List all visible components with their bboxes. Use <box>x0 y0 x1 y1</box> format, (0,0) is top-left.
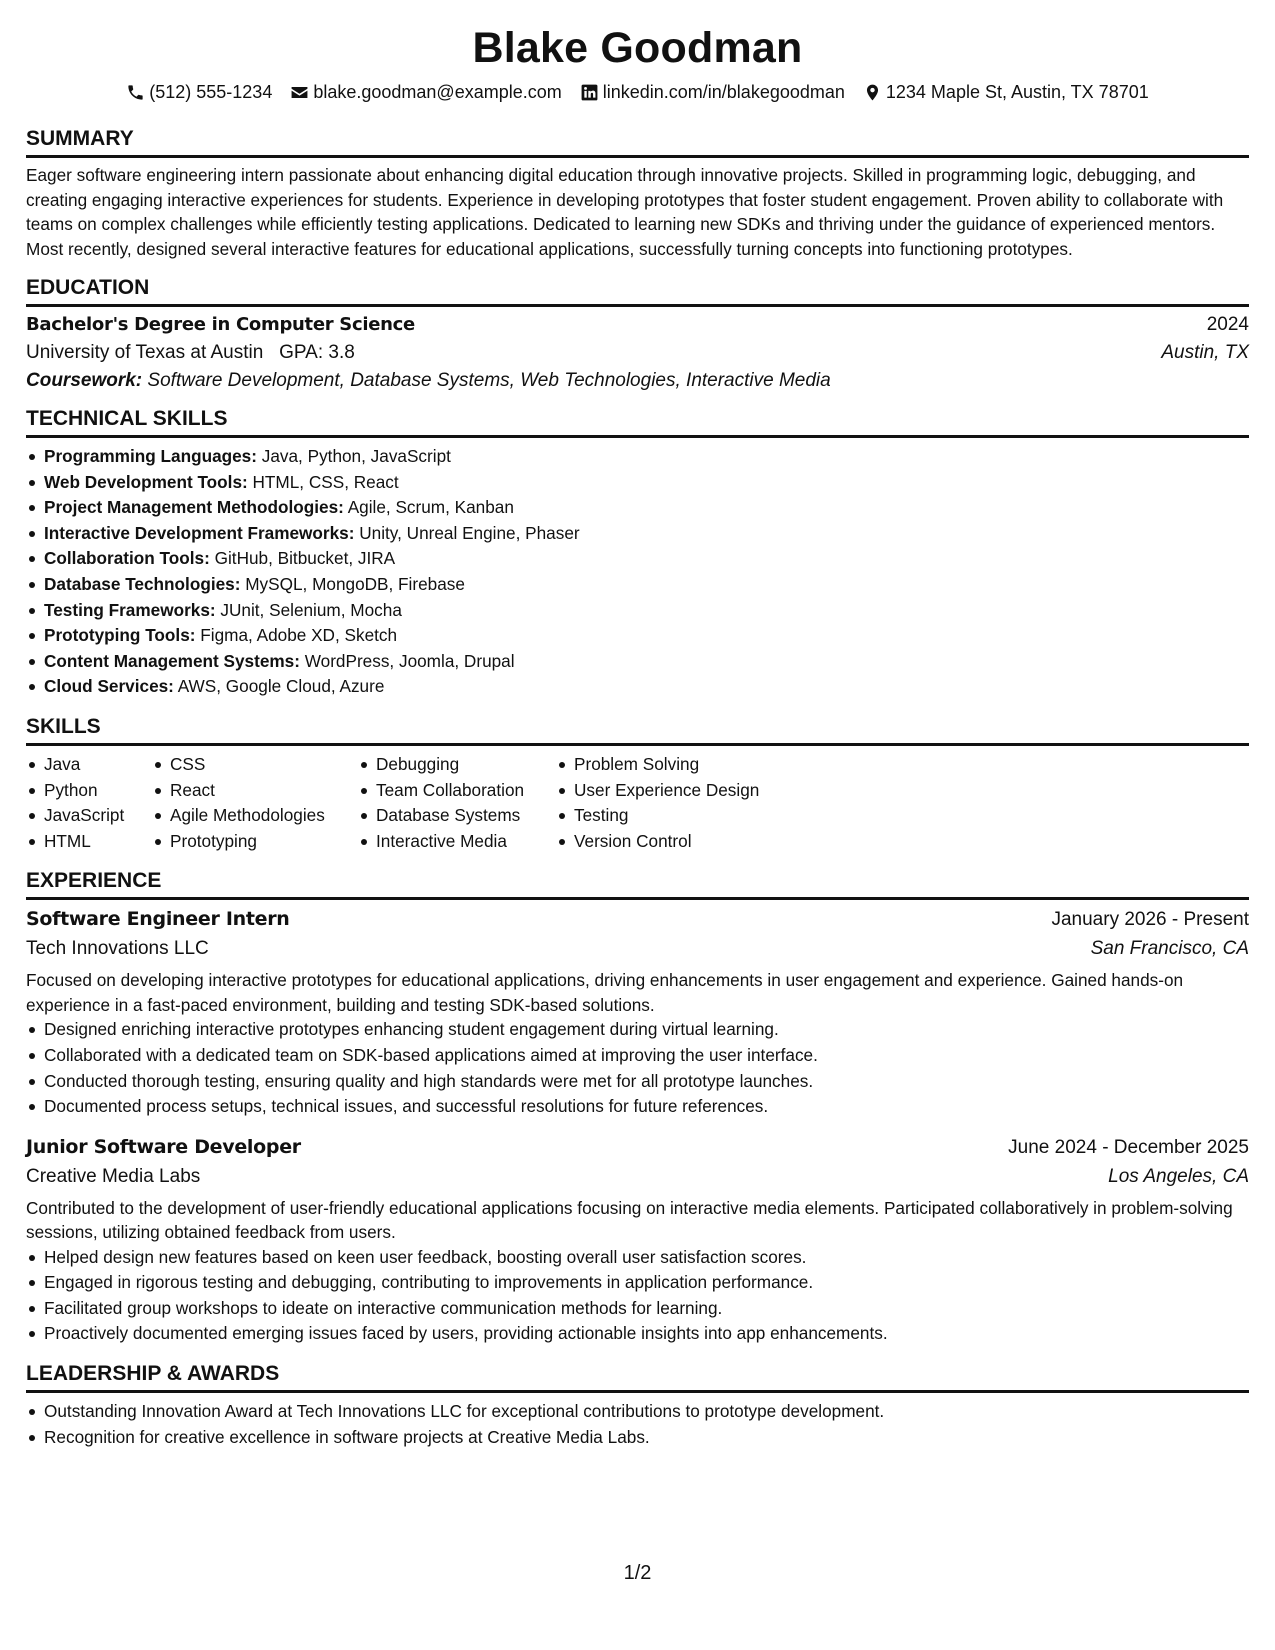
list-item <box>44 546 1249 572</box>
job-description: Contributed to the development of user-friendly educational applications focusing on interactive media elements. Participated collaboratively in problem-solving sessions, utilizing obtained feedback from users. <box>26 1197 1233 1243</box>
skill-item: Testing <box>574 803 804 829</box>
job-title: Junior Software Developer <box>26 1135 301 1158</box>
list-item: Outstanding Innovation Award at Tech Innovations LLC for exceptional contributions to prototype development. <box>44 1399 1249 1425</box>
list-item <box>44 674 1249 700</box>
technical-skills-list <box>26 444 1249 700</box>
list-item: Recognition for creative excellence in software projects at Creative Media Labs. <box>44 1425 1249 1451</box>
address-text: 1234 Maple St, Austin, TX 78701 <box>885 81 1149 102</box>
list-item <box>44 649 1249 675</box>
skill-item: Interactive Media <box>376 829 556 855</box>
skill-item: Prototyping <box>170 829 358 855</box>
job-dates: June 2024 - December 2025 <box>1008 1136 1249 1158</box>
list-item <box>44 521 1249 547</box>
contact-email[interactable] <box>290 82 561 103</box>
degree-title: Bachelor's Degree in Computer Science <box>26 314 415 335</box>
job-entry <box>26 1136 1249 1347</box>
skill-item: CSS <box>170 752 358 778</box>
skill-item: Java <box>44 752 152 778</box>
summary-text: Eager software engineering intern passionate about enhancing digital education through innovative projects. Skilled in programming logic, debugging, and creating engaging interactive experiences for students. Experience in developing prototypes that foster student engagement. Proven ability to collaborate with teams on complex challenges while efficiently testing applications. Dedicated to learning new SDKs and thriving under the guidance of experienced mentors. Most recently, designed several interactive features for educational applications, successfully turning concepts into functioning prototypes. <box>26 165 1224 259</box>
skill-item: Debugging <box>376 752 556 778</box>
linkedin-text[interactable]: linkedin.com/in/blakegoodman <box>602 81 845 102</box>
skills-grid <box>26 752 1249 854</box>
skill-item: React <box>170 778 358 804</box>
list-item <box>44 623 1249 649</box>
job-bullets <box>26 1017 1249 1119</box>
list-item <box>44 470 1249 496</box>
list-item: Facilitated group workshops to ideate on interactive communication methods for learning. <box>44 1296 1249 1322</box>
contact-bar <box>26 78 1249 106</box>
coursework-line <box>26 370 1249 392</box>
section-title-awards: LEADERSHIP & AWARDS <box>26 1361 1249 1393</box>
skill-values: Java, Python, JavaScript <box>261 446 451 466</box>
phone-text: (512) 555-1234 <box>149 81 273 102</box>
technical-skills-section <box>26 406 1249 700</box>
job-location: San Francisco, CA <box>1090 938 1249 960</box>
contact-linkedin[interactable] <box>580 82 845 103</box>
summary-section <box>26 126 1249 261</box>
section-title-summary: SUMMARY <box>26 126 1249 158</box>
education-entry <box>26 314 1249 392</box>
candidate-name: Blake Goodman <box>472 24 803 72</box>
skill-item: User Experience Design <box>574 778 804 804</box>
list-item: Helped design new features based on keen user feedback, boosting overall user satisfaction scores. <box>44 1245 1249 1271</box>
section-title-technical-skills: TECHNICAL SKILLS <box>26 406 1249 438</box>
awards-list <box>26 1399 1249 1450</box>
job-entry <box>26 908 1249 1119</box>
skill-category: Prototyping Tools: <box>44 625 196 646</box>
skill-category: Programming Languages: <box>44 446 257 466</box>
skill-item: Version Control <box>574 829 804 855</box>
section-title-experience: EXPERIENCE <box>26 868 1249 900</box>
section-title-skills: SKILLS <box>26 714 1249 746</box>
list-item <box>44 572 1249 598</box>
job-title: Software Engineer Intern <box>26 908 290 931</box>
list-item: Engaged in rigorous testing and debugging, contributing to improvements in application performance. <box>44 1270 1249 1296</box>
skill-item: Agile Methodologies <box>170 803 358 829</box>
list-item: Designed enriching interactive prototypes enhancing student engagement during virtual learning. <box>44 1017 1249 1043</box>
skill-category: Testing Frameworks: <box>44 599 216 620</box>
section-title-education: EDUCATION <box>26 275 1249 307</box>
job-bullets <box>26 1245 1249 1347</box>
list-item <box>44 598 1249 624</box>
skill-values: HTML, CSS, React <box>252 471 399 492</box>
company-name: Creative Media Labs <box>26 1165 201 1187</box>
skills-column <box>556 752 804 854</box>
skills-column <box>358 752 556 854</box>
skill-values: Agile, Scrum, Kanban <box>347 497 514 518</box>
coursework-label: Coursework: <box>26 370 143 391</box>
skill-values: GitHub, Bitbucket, JIRA <box>214 548 396 569</box>
skill-item: Problem Solving <box>574 752 804 778</box>
skill-item: Team Collaboration <box>376 778 556 804</box>
experience-section <box>26 868 1249 1347</box>
skill-item: Database Systems <box>376 803 556 829</box>
education-section <box>26 275 1249 392</box>
coursework-list: Software Development, Database Systems, Web Technologies, Interactive Media <box>147 370 831 391</box>
skill-values: JUnit, Selenium, Mocha <box>220 599 402 620</box>
skill-category: Collaboration Tools: <box>44 548 210 569</box>
skill-category: Web Development Tools: <box>44 471 248 492</box>
job-description: Focused on developing interactive prototypes for educational applications, driving enhancements in user engagement and experience. Gained hands-on experience in a fast-paced environment, building and testing SDK-based solutions. <box>26 970 1184 1015</box>
job-location: Los Angeles, CA <box>1108 1165 1249 1187</box>
skill-values: Figma, Adobe XD, Sketch <box>200 625 398 646</box>
contact-address <box>863 82 1149 103</box>
list-item: Collaborated with a dedicated team on SDK-based applications aimed at improving the user interface. <box>44 1043 1249 1069</box>
skill-item: HTML <box>44 829 152 855</box>
skill-values: AWS, Google Cloud, Azure <box>177 676 385 697</box>
envelope-icon <box>290 83 309 102</box>
skill-values: Unity, Unreal Engine, Phaser <box>359 522 580 543</box>
contact-phone <box>126 82 272 103</box>
skills-column <box>152 752 358 854</box>
skill-item: JavaScript <box>44 803 152 829</box>
list-item: Conducted thorough testing, ensuring quality and high standards were met for all prototype launches. <box>44 1069 1249 1095</box>
list-item: Proactively documented emerging issues faced by users, providing actionable insights into app enhancements. <box>44 1321 1249 1347</box>
awards-section <box>26 1361 1249 1450</box>
job-dates: January 2026 - Present <box>1051 909 1249 931</box>
school-location: Austin, TX <box>1161 342 1249 363</box>
skill-values: WordPress, Joomla, Drupal <box>304 650 515 671</box>
list-item <box>44 444 1249 470</box>
linkedin-icon <box>580 83 599 102</box>
skills-column <box>26 752 152 854</box>
skill-category: Project Management Methodologies: <box>44 497 344 518</box>
list-item <box>44 495 1249 521</box>
phone-icon <box>126 83 145 102</box>
map-marker-icon <box>863 83 882 102</box>
skill-category: Database Technologies: <box>44 573 241 594</box>
gpa: GPA: 3.8 <box>279 342 355 363</box>
skill-category: Content Management Systems: <box>44 650 300 671</box>
skill-values: MySQL, MongoDB, Firebase <box>245 573 465 594</box>
skill-category: Cloud Services: <box>44 676 174 697</box>
school-name: University of Texas at Austin <box>26 342 264 363</box>
email-text[interactable]: blake.goodman@example.com <box>313 81 562 102</box>
graduation-year: 2024 <box>1206 314 1249 335</box>
list-item: Documented process setups, technical issues, and successful resolutions for future references. <box>44 1094 1249 1120</box>
skill-item: Python <box>44 778 152 804</box>
company-name: Tech Innovations LLC <box>26 938 209 960</box>
page-number: 1/2 <box>623 1562 652 1584</box>
skill-category: Interactive Development Frameworks: <box>44 522 355 543</box>
skills-section <box>26 714 1249 854</box>
